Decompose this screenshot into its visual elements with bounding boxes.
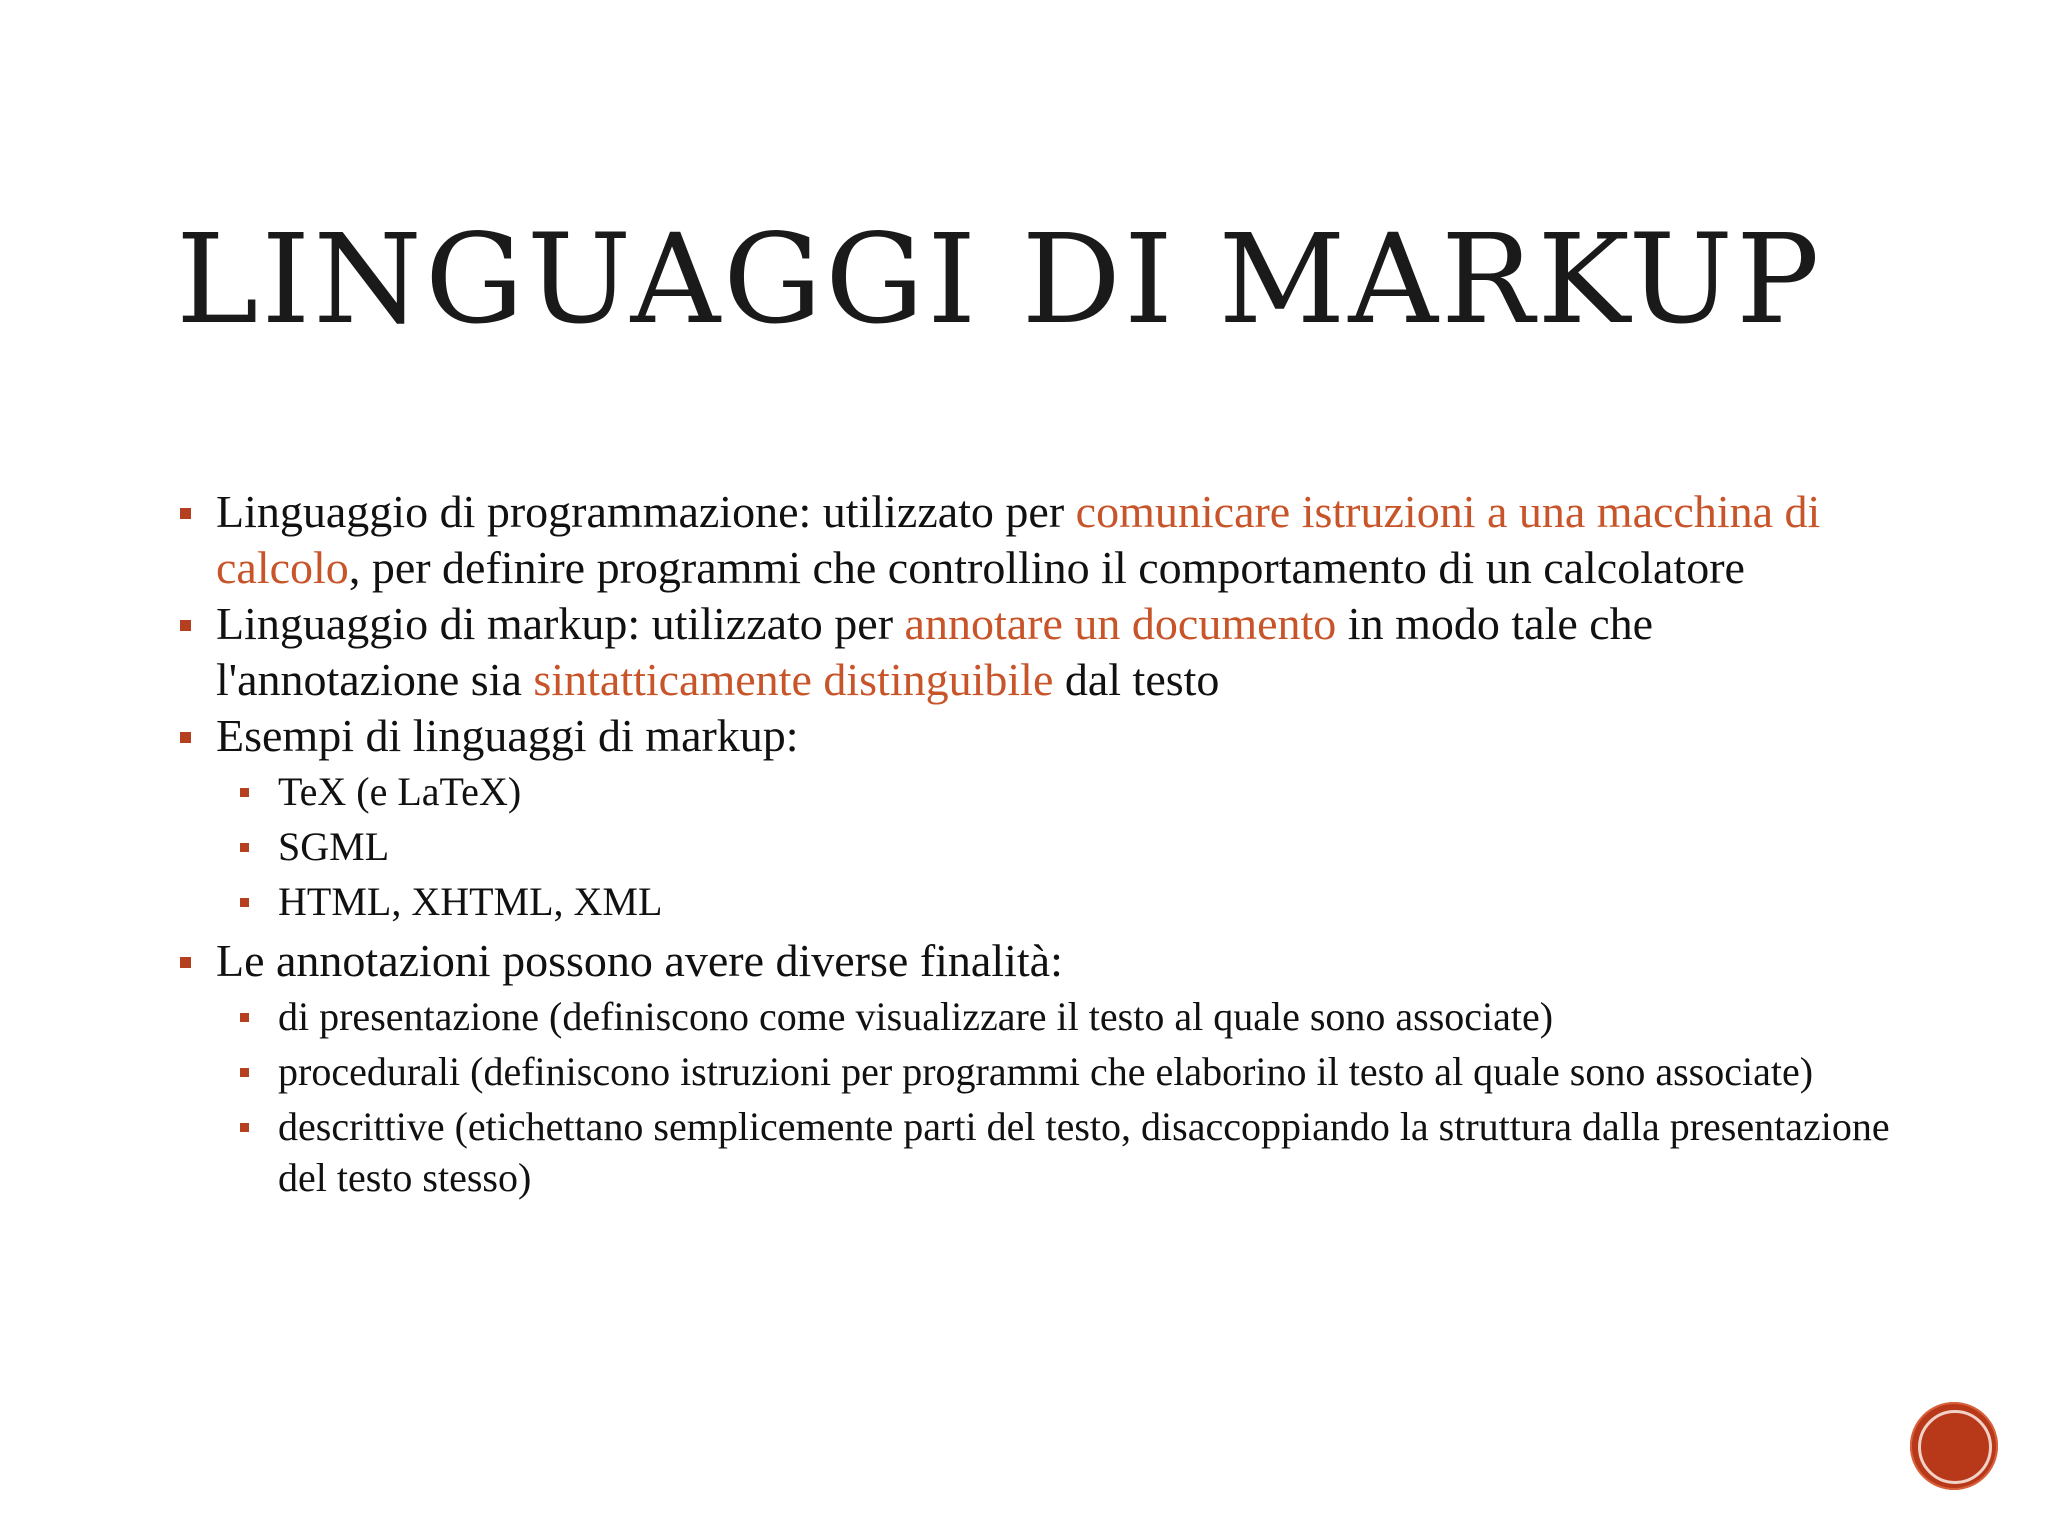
square-bullet-icon <box>240 788 249 797</box>
sub-bullet-item <box>216 876 1896 927</box>
highlight-text: sintatticamente distinguibile <box>533 654 1054 705</box>
sub-bullet-text: procedurali (definiscono istruzioni per programmi che elaborino il testo al quale sono associate) <box>278 1049 1814 1094</box>
sub-bullet-item <box>216 1046 1896 1097</box>
bullet-text: , per definire programmi che controllino il comportamento di un calcolatore <box>348 542 1745 593</box>
sub-bullet-item <box>216 991 1896 1042</box>
sub-bullet-text: SGML <box>278 824 390 869</box>
highlight-text: comunicare istruzioni a una macchina di calcolo <box>216 486 1821 593</box>
sub-bullet-list <box>216 991 1896 1203</box>
sub-bullet-text: TeX (e LaTeX) <box>278 769 522 814</box>
sub-bullet-text: di presentazione (definiscono come visualizzare il testo al quale sono associate) <box>278 994 1554 1039</box>
square-bullet-icon <box>180 957 191 968</box>
square-bullet-icon <box>240 898 249 907</box>
bullet-item-annotation-purposes <box>176 933 1896 1203</box>
bullet-item-markup-language <box>176 596 1896 708</box>
sub-bullet-item <box>216 766 1896 817</box>
sub-bullet-item <box>216 1101 1896 1203</box>
square-bullet-icon <box>180 732 191 743</box>
slide-content <box>176 484 1896 1209</box>
bullet-text: dal testo <box>1053 654 1220 705</box>
square-bullet-icon <box>180 508 191 519</box>
circle-nav-icon <box>1918 1410 1992 1484</box>
bullet-item-programming-language <box>176 484 1896 596</box>
slide-title: LINGUAGGI DI MARKUP <box>176 208 1823 352</box>
sub-bullet-item <box>216 821 1896 872</box>
sub-bullet-text: HTML, XHTML, XML <box>278 879 663 924</box>
highlight-text: annotare un documento <box>904 598 1337 649</box>
bullet-list <box>176 484 1896 1203</box>
bullet-text: Linguaggio di markup: utilizzato per <box>216 598 905 649</box>
square-bullet-icon <box>240 1123 249 1132</box>
square-bullet-icon <box>180 620 191 631</box>
square-bullet-icon <box>240 1013 249 1022</box>
slide-nav-button[interactable] <box>1910 1402 1998 1490</box>
sub-bullet-list <box>216 766 1896 927</box>
bullet-text: Esempi di linguaggi di markup: <box>216 710 799 761</box>
bullet-text: in modo tale che l'annotazione sia <box>216 598 1654 705</box>
bullet-text: Le annotazioni possono avere diverse finalità: <box>216 935 1063 986</box>
bullet-item-markup-examples <box>176 708 1896 927</box>
sub-bullet-text: descrittive (etichettano semplicemente parti del testo, disaccoppiando la struttura dalla presentazione del testo stesso) <box>278 1104 1890 1200</box>
bullet-text: Linguaggio di programmazione: utilizzato per <box>216 486 1076 537</box>
square-bullet-icon <box>240 1068 249 1077</box>
square-bullet-icon <box>240 843 249 852</box>
